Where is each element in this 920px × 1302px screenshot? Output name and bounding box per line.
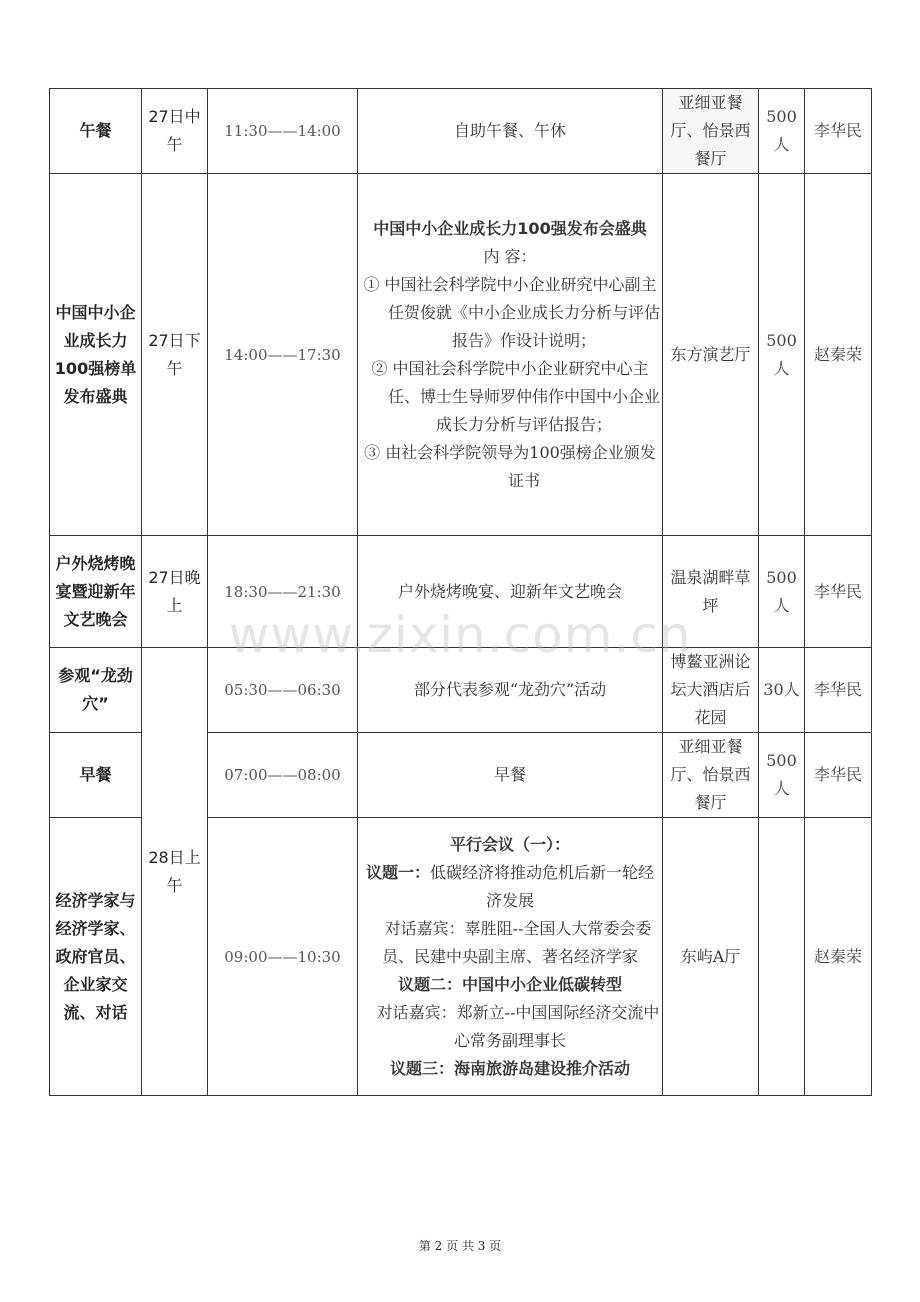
topic-one xyxy=(360,859,660,915)
topic-three xyxy=(360,1055,660,1083)
event-name: 午餐 xyxy=(50,89,142,174)
table-row xyxy=(50,89,872,174)
schedule-table xyxy=(49,88,872,1096)
content-item: ③ 由社会科学院领导为100强榜企业颁发证书 xyxy=(364,442,656,490)
event-content xyxy=(358,818,663,1096)
event-content: 户外烧烤晚宴、迎新年文艺晚会 xyxy=(358,536,663,648)
event-date: 27日下午 xyxy=(142,174,208,536)
content-subtitle: 内 容： xyxy=(483,246,537,266)
event-time: 07:00——08:00 xyxy=(208,733,358,818)
event-time: 05:30——06:30 xyxy=(208,648,358,733)
table-row xyxy=(50,648,872,733)
watermark: www.zixin.com.cn xyxy=(228,606,692,664)
event-date: 27日中午 xyxy=(142,89,208,174)
event-name: 参观“龙劲穴” xyxy=(50,648,142,733)
event-date: 28日上午 xyxy=(142,648,208,1096)
event-host: 李华民 xyxy=(805,648,872,733)
guest-two: 对话嘉宾：郑新立--中国国际经济交流中心常务副理事长 xyxy=(376,1002,660,1050)
event-content xyxy=(358,174,663,536)
event-host: 李华民 xyxy=(805,89,872,174)
topic-three-text: 议题三：海南旅游岛建设推介活动 xyxy=(389,1058,630,1078)
guest-one: 对话嘉宾：辜胜阻--全国人大常委会委员、民建中央副主席、著名经济学家 xyxy=(381,918,652,966)
event-name: 经济学家与经济学家、政府官员、企业家交流、对话 xyxy=(50,818,142,1096)
event-time: 11:30——14:00 xyxy=(208,89,358,174)
event-name: 中国中小企业成长力100强榜单发布盛典 xyxy=(50,174,142,536)
event-host: 赵秦荣 xyxy=(805,818,872,1096)
topic-one-text: 低碳经济将推动危机后新一轮经济发展 xyxy=(430,862,655,910)
event-host: 赵秦荣 xyxy=(805,174,872,536)
event-people: 500人 xyxy=(759,733,805,818)
event-time: 18:30——21:30 xyxy=(208,536,358,648)
topic-one-label: 议题一： xyxy=(365,862,430,882)
table-row xyxy=(50,536,872,648)
event-venue: 博鳌亚洲论坛大酒店后花园 xyxy=(663,648,759,733)
event-people xyxy=(759,818,805,1096)
content-title: 平行会议（一）： xyxy=(449,834,570,854)
event-date: 27日晚上 xyxy=(142,536,208,648)
event-time: 09:00——10:30 xyxy=(208,818,358,1096)
topic-two xyxy=(360,971,660,999)
page-footer: 第 2 页 共 3 页 xyxy=(418,1239,502,1253)
event-name: 早餐 xyxy=(50,733,142,818)
event-people: 500人 xyxy=(759,174,805,536)
event-venue: 亚细亚餐厅、怡景西餐厅 xyxy=(663,733,759,818)
topic-two-text: 议题二：中国中小企业低碳转型 xyxy=(397,974,622,994)
content-title: 中国中小企业成长力100强发布会盛典 xyxy=(373,218,647,238)
event-venue: 东屿A厅 xyxy=(663,818,759,1096)
event-host: 李华民 xyxy=(805,536,872,648)
event-content: 部分代表参观“龙劲穴”活动 xyxy=(358,648,663,733)
table-row xyxy=(50,174,872,536)
event-time: 14:00——17:30 xyxy=(208,174,358,536)
event-content: 自助午餐、午休 xyxy=(358,89,663,174)
content-item: ② 中国社会科学院中小企业研究中心主任、博士生导师罗仲伟作中国中小企业成长力分析与评估报告； xyxy=(371,358,661,434)
event-venue: 亚细亚餐厅、怡景西餐厅 xyxy=(663,89,759,174)
event-venue: 温泉湖畔草坪 xyxy=(663,536,759,648)
event-people: 30人 xyxy=(759,648,805,733)
event-venue: 东方演艺厅 xyxy=(663,174,759,536)
event-name: 户外烧烤晚宴暨迎新年文艺晚会 xyxy=(50,536,142,648)
content-item: ① 中国社会科学院中小企业研究中心副主任贺俊就《中小企业成长力分析与评估报告》作设计说明； xyxy=(363,274,661,350)
event-people: 500人 xyxy=(759,536,805,648)
event-content: 早餐 xyxy=(358,733,663,818)
event-people: 500人 xyxy=(759,89,805,174)
event-host: 李华民 xyxy=(805,733,872,818)
